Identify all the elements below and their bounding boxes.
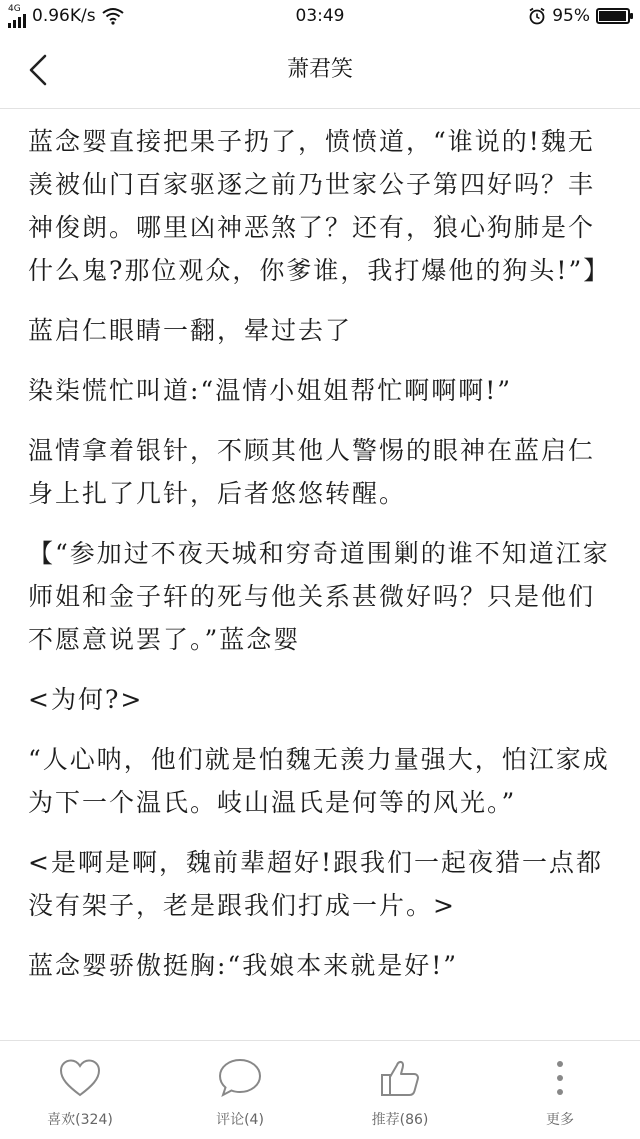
clock-time: 03:49 (295, 6, 345, 26)
comment-label: 评论(4) (216, 1112, 264, 1128)
network-type: 4G (8, 3, 21, 14)
comment-button[interactable] (160, 1041, 320, 1139)
back-button[interactable] (18, 50, 58, 90)
status-bar (0, 0, 640, 32)
like-button[interactable] (0, 1041, 160, 1139)
cellular-signal-icon (8, 5, 26, 28)
article-paragraph: 染柒慌忙叫道:“温情小姐姐帮忙啊啊啊!” (28, 376, 513, 405)
article-paragraph: <是啊是啊，魏前辈超好!跟我们一起夜猎一点都没有架子，老是跟我们打成一片。> (28, 848, 603, 920)
alarm-clock-icon (528, 7, 546, 25)
bottom-action-bar (0, 1040, 640, 1139)
top-nav-bar (0, 32, 640, 109)
like-label: 喜欢(324) (47, 1112, 113, 1128)
battery-icon (596, 8, 630, 24)
recommend-label: 推荐(86) (371, 1112, 429, 1128)
recommend-button[interactable] (320, 1041, 480, 1139)
status-left (8, 0, 124, 32)
more-vertical-icon (555, 1058, 565, 1098)
more-label: 更多 (546, 1112, 574, 1128)
chevron-left-icon (27, 54, 49, 86)
page-title: 萧君笑 (286, 57, 353, 82)
article-paragraph: 蓝念婴骄傲挺胸:“我娘本来就是好!” (28, 951, 459, 980)
article-paragraph: 温情拿着银针，不顾其他人警惕的眼神在蓝启仁身上扎了几针，后者悠悠转醒。 (28, 436, 596, 508)
network-speed: 0.96K/s (32, 6, 96, 26)
article-paragraph: 【“参加过不夜天城和穷奇道围剿的谁不知道江家师姐和金子轩的死与他关系甚微好吗？只是他们不愿意说罢了。”蓝念婴 (28, 539, 610, 654)
article-paragraph: 蓝启仁眼睛一翻，晕过去了 (28, 316, 353, 345)
more-button[interactable] (480, 1041, 640, 1139)
status-right (528, 0, 630, 32)
battery-percent: 95% (552, 6, 590, 26)
heart-icon (58, 1058, 102, 1098)
thumbs-up-icon (379, 1057, 421, 1099)
article-paragraph: <为何?> (28, 685, 144, 714)
comment-bubble-icon (217, 1057, 263, 1099)
article-paragraph: “人心呐，他们就是怕魏无羡力量强大，怕江家成为下一个温氏。岐山温氏是何等的风光。” (28, 745, 610, 817)
wifi-icon (102, 7, 124, 25)
article-paragraph: 蓝念婴直接把果子扔了，愤愤道，“谁说的!魏无羡被仙门百家驱逐之前乃世家公子第四好吗？丰神俊朗。哪里凶神恶煞了？还有，狼心狗肺是个什么鬼?那位观众，你爹谁，我打爆他的狗头!”】 (28, 127, 611, 285)
article-body (28, 120, 618, 1004)
